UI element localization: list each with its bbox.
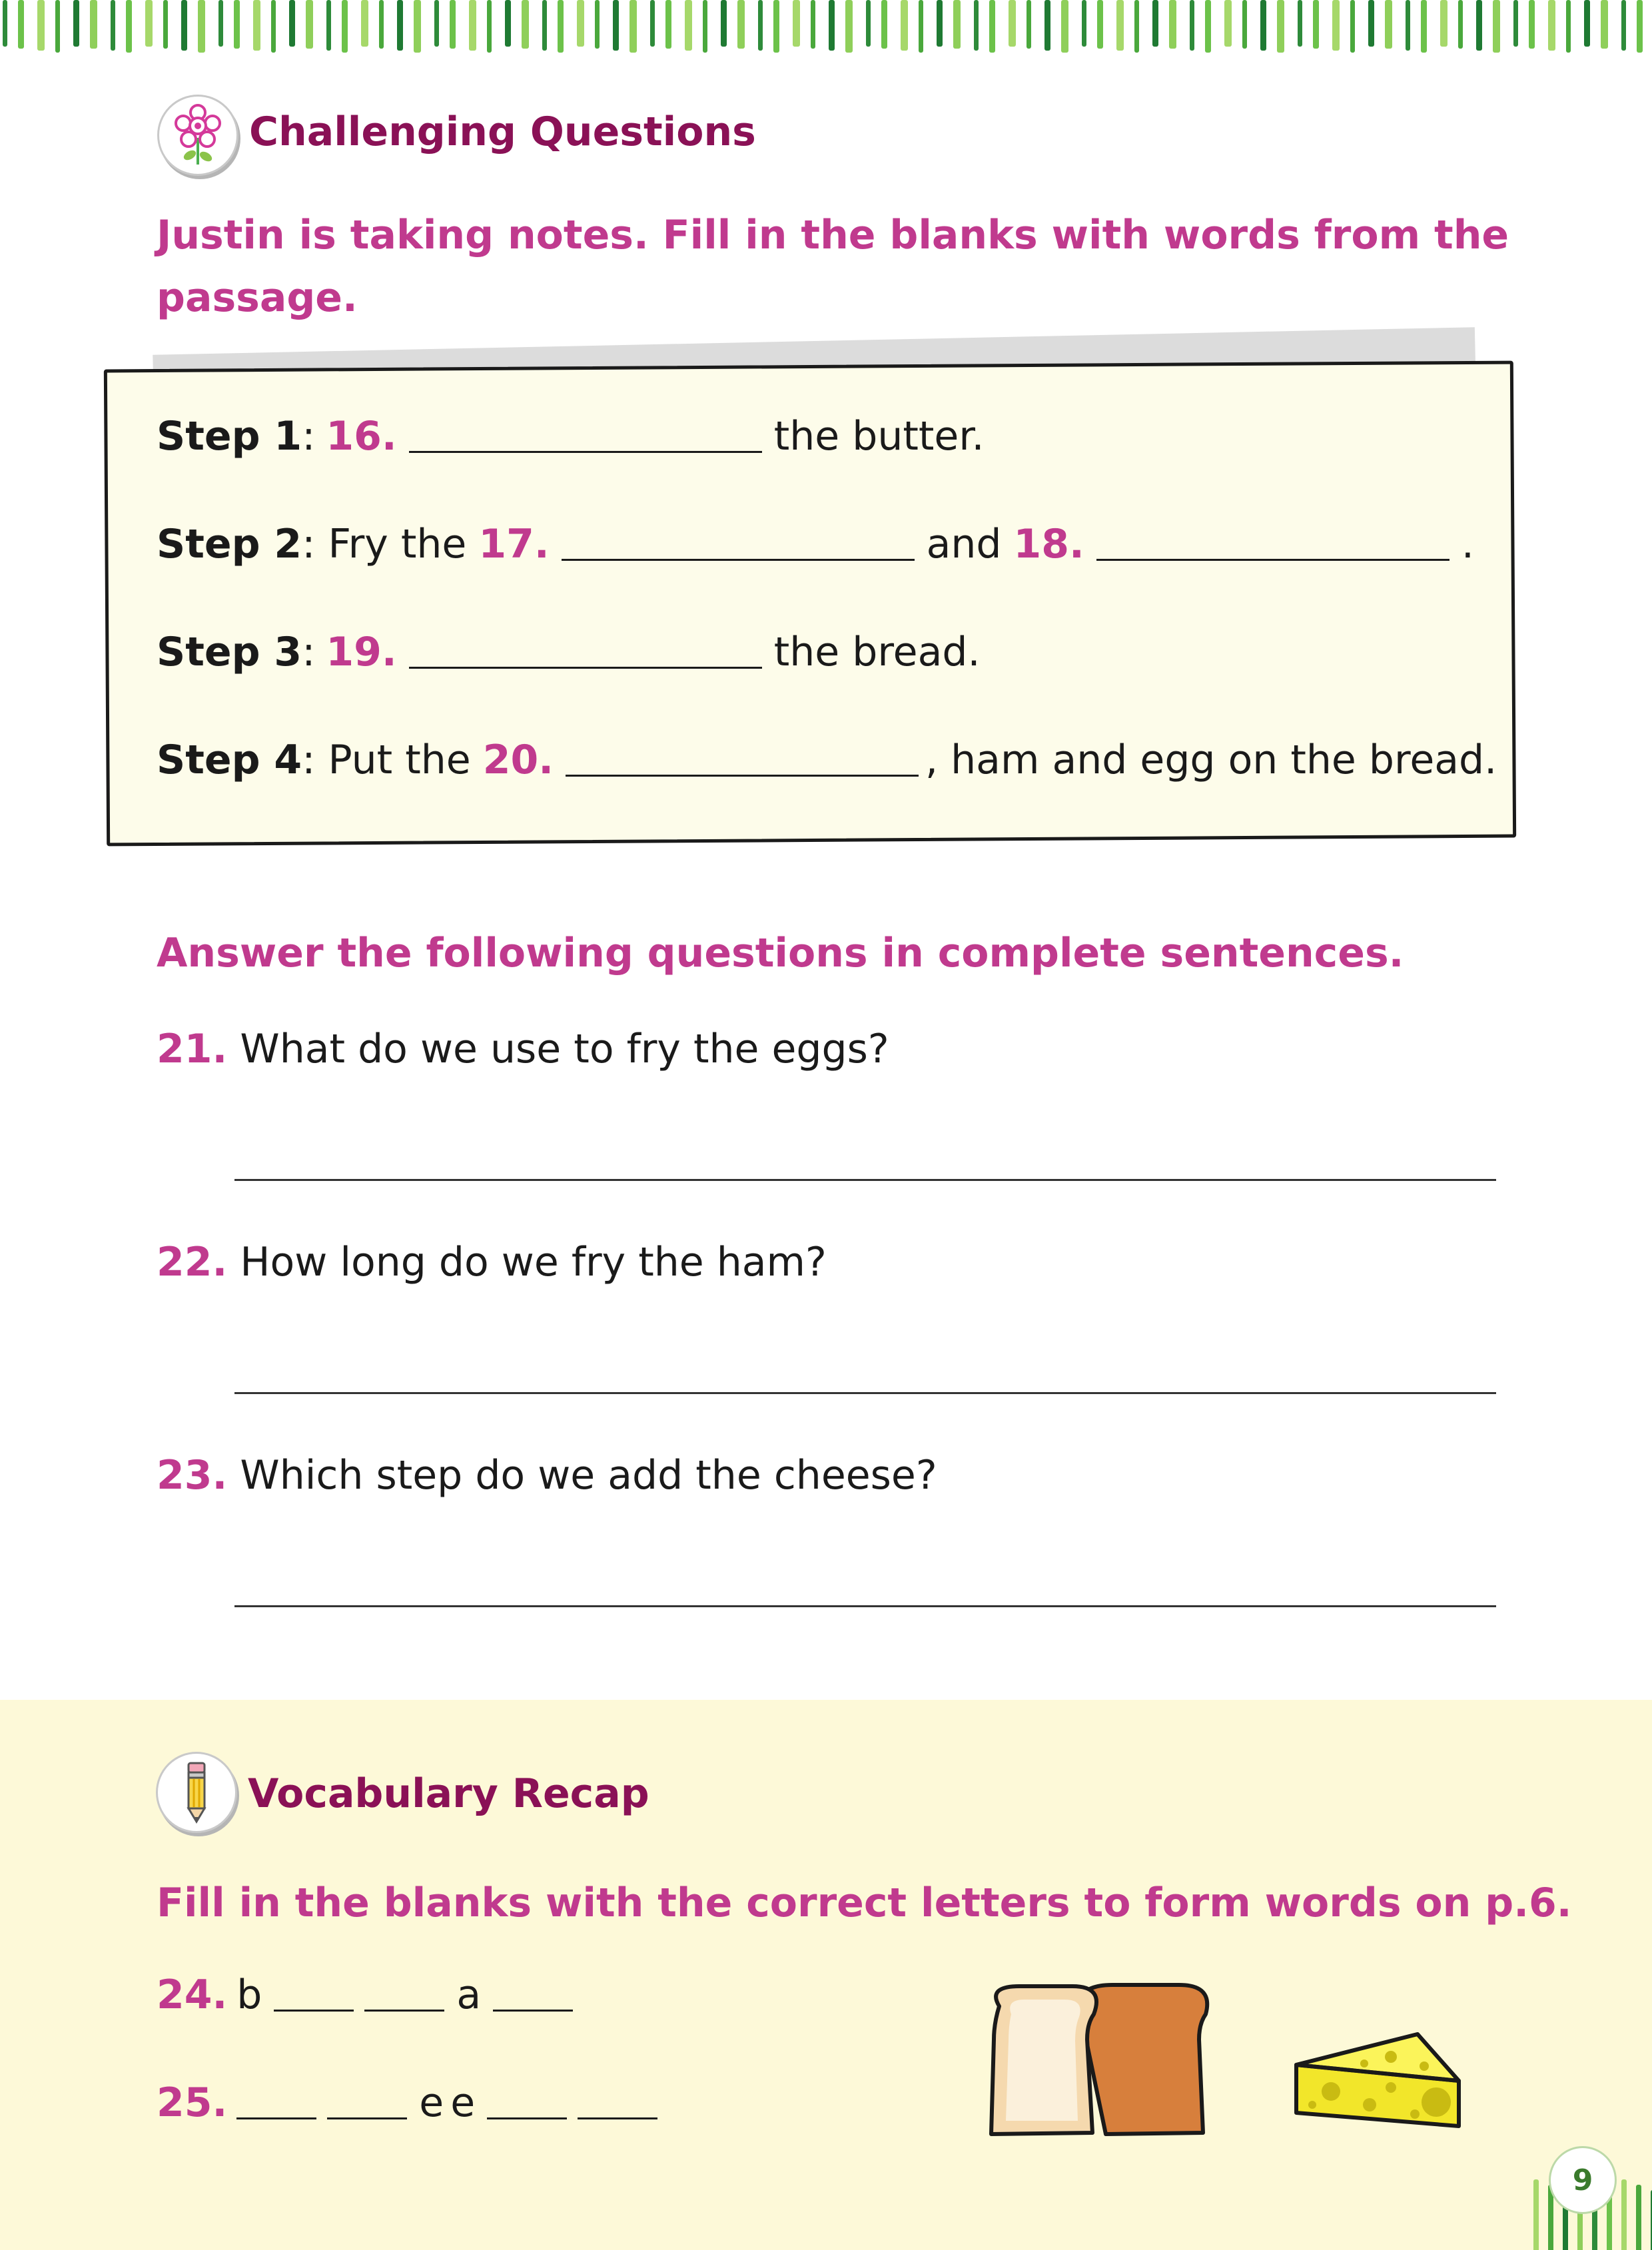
question-text: Which step do we add the cheese? — [240, 1452, 937, 1499]
answer-line-22[interactable] — [234, 1392, 1496, 1394]
step-text: and — [926, 521, 1002, 567]
answer-blank-18[interactable] — [1096, 554, 1449, 561]
section-title-vocabulary: Vocabulary Recap — [248, 1770, 649, 1817]
step-text: the butter. — [773, 413, 985, 460]
answer-blank-16[interactable] — [409, 446, 762, 453]
question-text: How long do we fry the ham? — [240, 1239, 827, 1286]
given-letter: b — [236, 1972, 262, 2018]
step-text: . — [1461, 521, 1474, 567]
answer-blank-17[interactable] — [562, 554, 915, 561]
pencil-icon — [156, 1752, 237, 1833]
flower-icon — [157, 95, 238, 176]
cheese-icon — [1291, 2030, 1467, 2137]
answer-blank-20[interactable] — [566, 769, 919, 777]
letter-blank[interactable] — [493, 2010, 573, 2012]
bread-icon — [979, 1980, 1212, 2139]
instruction-line-1: Justin is taking notes. Fill in the blanks with words from the — [157, 212, 1509, 258]
page-number: 9 — [1549, 2146, 1617, 2214]
question-number: 16. — [326, 413, 397, 460]
step-4 — [157, 737, 1497, 783]
instruction-line-2: passage. — [157, 274, 358, 321]
letter-blank[interactable] — [578, 2117, 657, 2119]
answer-line-21[interactable] — [234, 1179, 1496, 1181]
step-colon: : — [302, 629, 316, 675]
instruction-notes — [157, 204, 1509, 329]
question-number: 19. — [326, 629, 397, 675]
answer-blank-19[interactable] — [409, 661, 762, 669]
step-label: Step 1 — [157, 413, 302, 460]
step-text: the bread. — [773, 629, 981, 675]
letter-blank[interactable] — [327, 2117, 407, 2119]
question-number: 25. — [157, 2079, 228, 2126]
step-label: Step 3 — [157, 629, 302, 675]
question-25 — [157, 2079, 663, 2126]
question-21 — [157, 1026, 889, 1072]
step-text: : Put the — [302, 737, 471, 783]
step-1 — [157, 413, 985, 460]
question-number: 24. — [157, 1972, 228, 2018]
given-letter: a — [456, 1972, 482, 2018]
letter-blank[interactable] — [236, 2117, 316, 2119]
instruction-answer: Answer the following questions in complete sentences. — [157, 930, 1404, 976]
step-label: Step 4 — [157, 737, 302, 783]
given-letter: e — [450, 2079, 476, 2126]
letter-blank[interactable] — [487, 2117, 567, 2119]
question-24 — [157, 1972, 578, 2018]
step-colon: : — [302, 413, 316, 460]
question-22 — [157, 1239, 827, 1286]
instruction-vocabulary: Fill in the blanks with the correct letters to form words on p.6. — [157, 1880, 1572, 1926]
step-label: Step 2 — [157, 521, 302, 567]
question-number: 23. — [157, 1452, 228, 1499]
step-text: : Fry the — [302, 521, 467, 567]
question-text: What do we use to fry the eggs? — [240, 1026, 889, 1072]
question-23 — [157, 1452, 937, 1499]
question-number: 20. — [482, 737, 554, 783]
question-number: 22. — [157, 1239, 228, 1286]
step-text: , ham and egg on the bread. — [925, 737, 1497, 783]
section-title-challenging: Challenging Questions — [249, 109, 756, 155]
question-number: 18. — [1013, 521, 1084, 567]
step-3 — [157, 629, 981, 675]
answer-line-23[interactable] — [234, 1605, 1496, 1607]
question-number: 21. — [157, 1026, 228, 1072]
question-number: 17. — [478, 521, 550, 567]
step-2 — [157, 521, 1474, 567]
letter-blank[interactable] — [364, 2010, 444, 2012]
top-stripe-border — [0, 0, 1652, 53]
letter-blank[interactable] — [274, 2010, 354, 2012]
given-letter: e — [419, 2079, 444, 2126]
